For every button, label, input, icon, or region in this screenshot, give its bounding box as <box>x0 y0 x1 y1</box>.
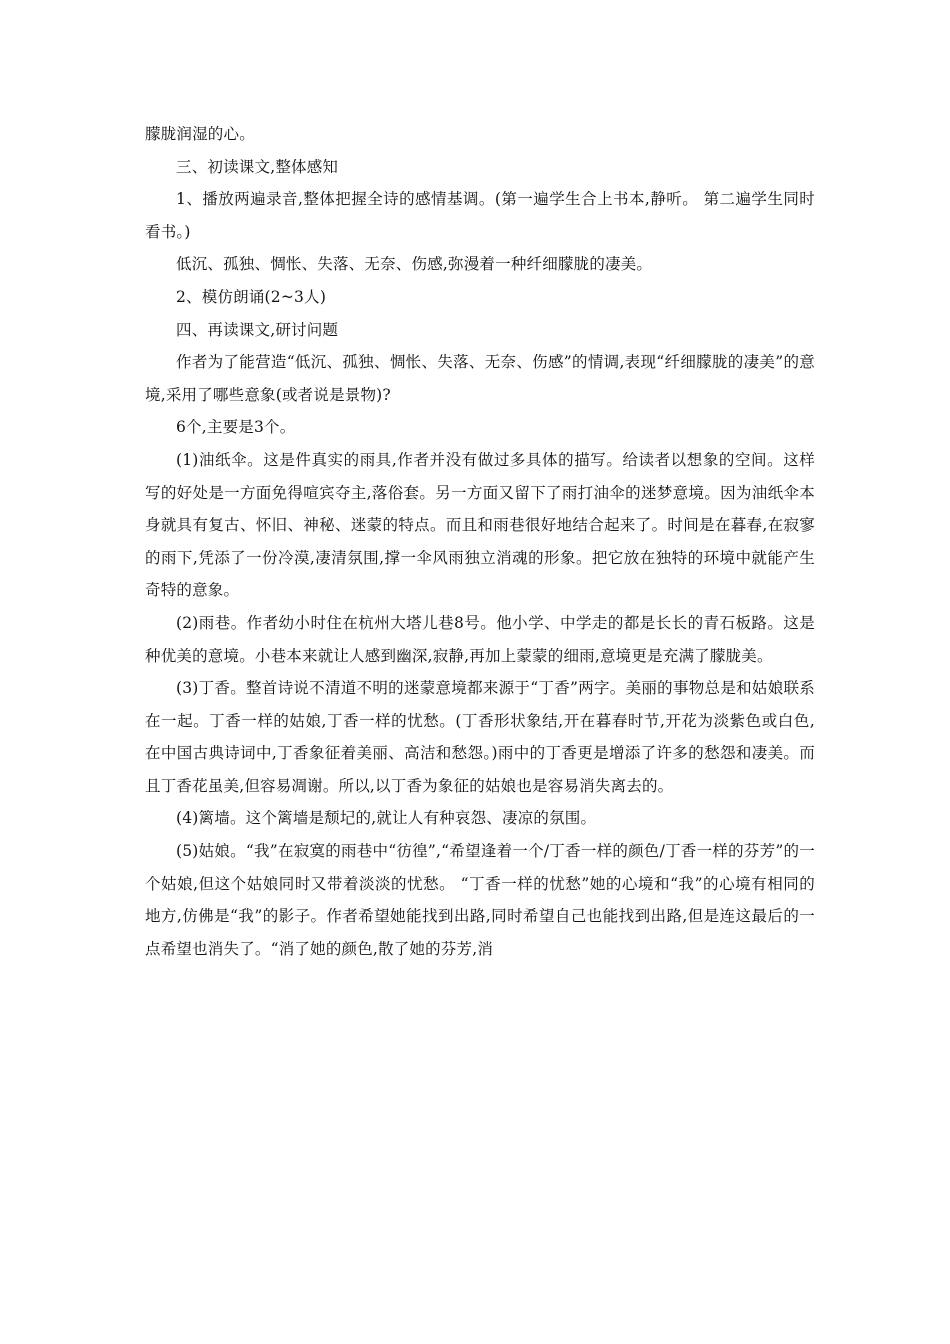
paragraph-continuation: 朦胧润湿的心。 <box>145 125 255 143</box>
section-heading-second-reading: 四、再读课文,研讨问题 <box>176 320 339 339</box>
paragraph-play-recording: 1、播放两遍录音,整体把握全诗的感情基调。(第一遍学生合上书本,静听。 第二遍学生同时看书。) <box>145 190 815 241</box>
paragraph-lilac: (3)丁香。整首诗说不清道不明的迷蒙意境都来源于“丁香”两字。美丽的事物总是和姑娘联系在一起。丁香一样的姑娘,丁香一样的忧愁。(丁香形状象结,开在暮春时节,开花为淡紫色或白色,在中国古典诗词中,丁香象征着美丽、高洁和愁怨。)雨中的丁香更是增添了许多的愁怨和凄美。而且丁香花虽美,但容易凋谢。所以,以丁香为象征的姑娘也是容易消失离去的。 <box>145 679 815 795</box>
paragraph-emotional-tone: 低沉、孤独、惆怅、失落、无奈、伤感,弥漫着一种纤细朦胧的凄美。 <box>176 255 653 274</box>
document-body <box>145 118 815 965</box>
paragraph-fence-wall: (4)篱墙。这个篱墙是颓圮的,就让人有种哀怨、凄凉的氛围。 <box>176 809 597 828</box>
paragraph-imitate-reading: 2、模仿朗诵(2~3人) <box>176 287 327 306</box>
paragraph-rain-alley: (2)雨巷。作者幼小时住在杭州大塔儿巷8号。他小学、中学走的都是长长的青石板路。这是种优美的意境。小巷本来就让人感到幽深,寂静,再加上蒙蒙的细雨,意境更是充满了朦胧美。 <box>145 613 815 665</box>
paragraph-girl: (5)姑娘。“我”在寂寞的雨巷中“彷徨”,“希望逢着一个/丁香一样的颜色/丁香一样的芬芳”的一个姑娘,但这个姑娘同时又带着淡淡的忧愁。 “丁香一样的忧愁”她的心境和“我”的心境有相同的地方,仿佛是“我”的影子。作者希望她能找到出路,同时希望自己也能找到出路,但是连这最后的一点希望也消失了。“消了她的颜色,散了她的芬芳,消 <box>145 842 815 958</box>
paragraph-question: 作者为了能营造“低沉、孤独、惆怅、失落、无奈、伤感”的情调,表现“纤细朦胧的凄美”的意境,采用了哪些意象(或者说是景物)? <box>145 353 815 404</box>
paragraph-oil-paper-umbrella: (1)油纸伞。这是件真实的雨具,作者并没有做过多具体的描写。给读者以想象的空间。这样写的好处是一方面免得喧宾夺主,落俗套。另一方面又留下了雨打油伞的迷梦意境。因为油纸伞本身就具有复古、怀旧、神秘、迷蒙的特点。而且和雨巷很好地结合起来了。时间是在暮春,在寂寥的雨下,凭添了一份冷漠,凄清氛围,撑一伞风雨独立消魂的形象。把它放在独特的环境中就能产生奇特的意象。 <box>145 450 815 600</box>
section-heading-first-reading: 三、初读课文,整体感知 <box>176 157 339 176</box>
paragraph-answer-count: 6个,主要是3个。 <box>176 418 296 437</box>
